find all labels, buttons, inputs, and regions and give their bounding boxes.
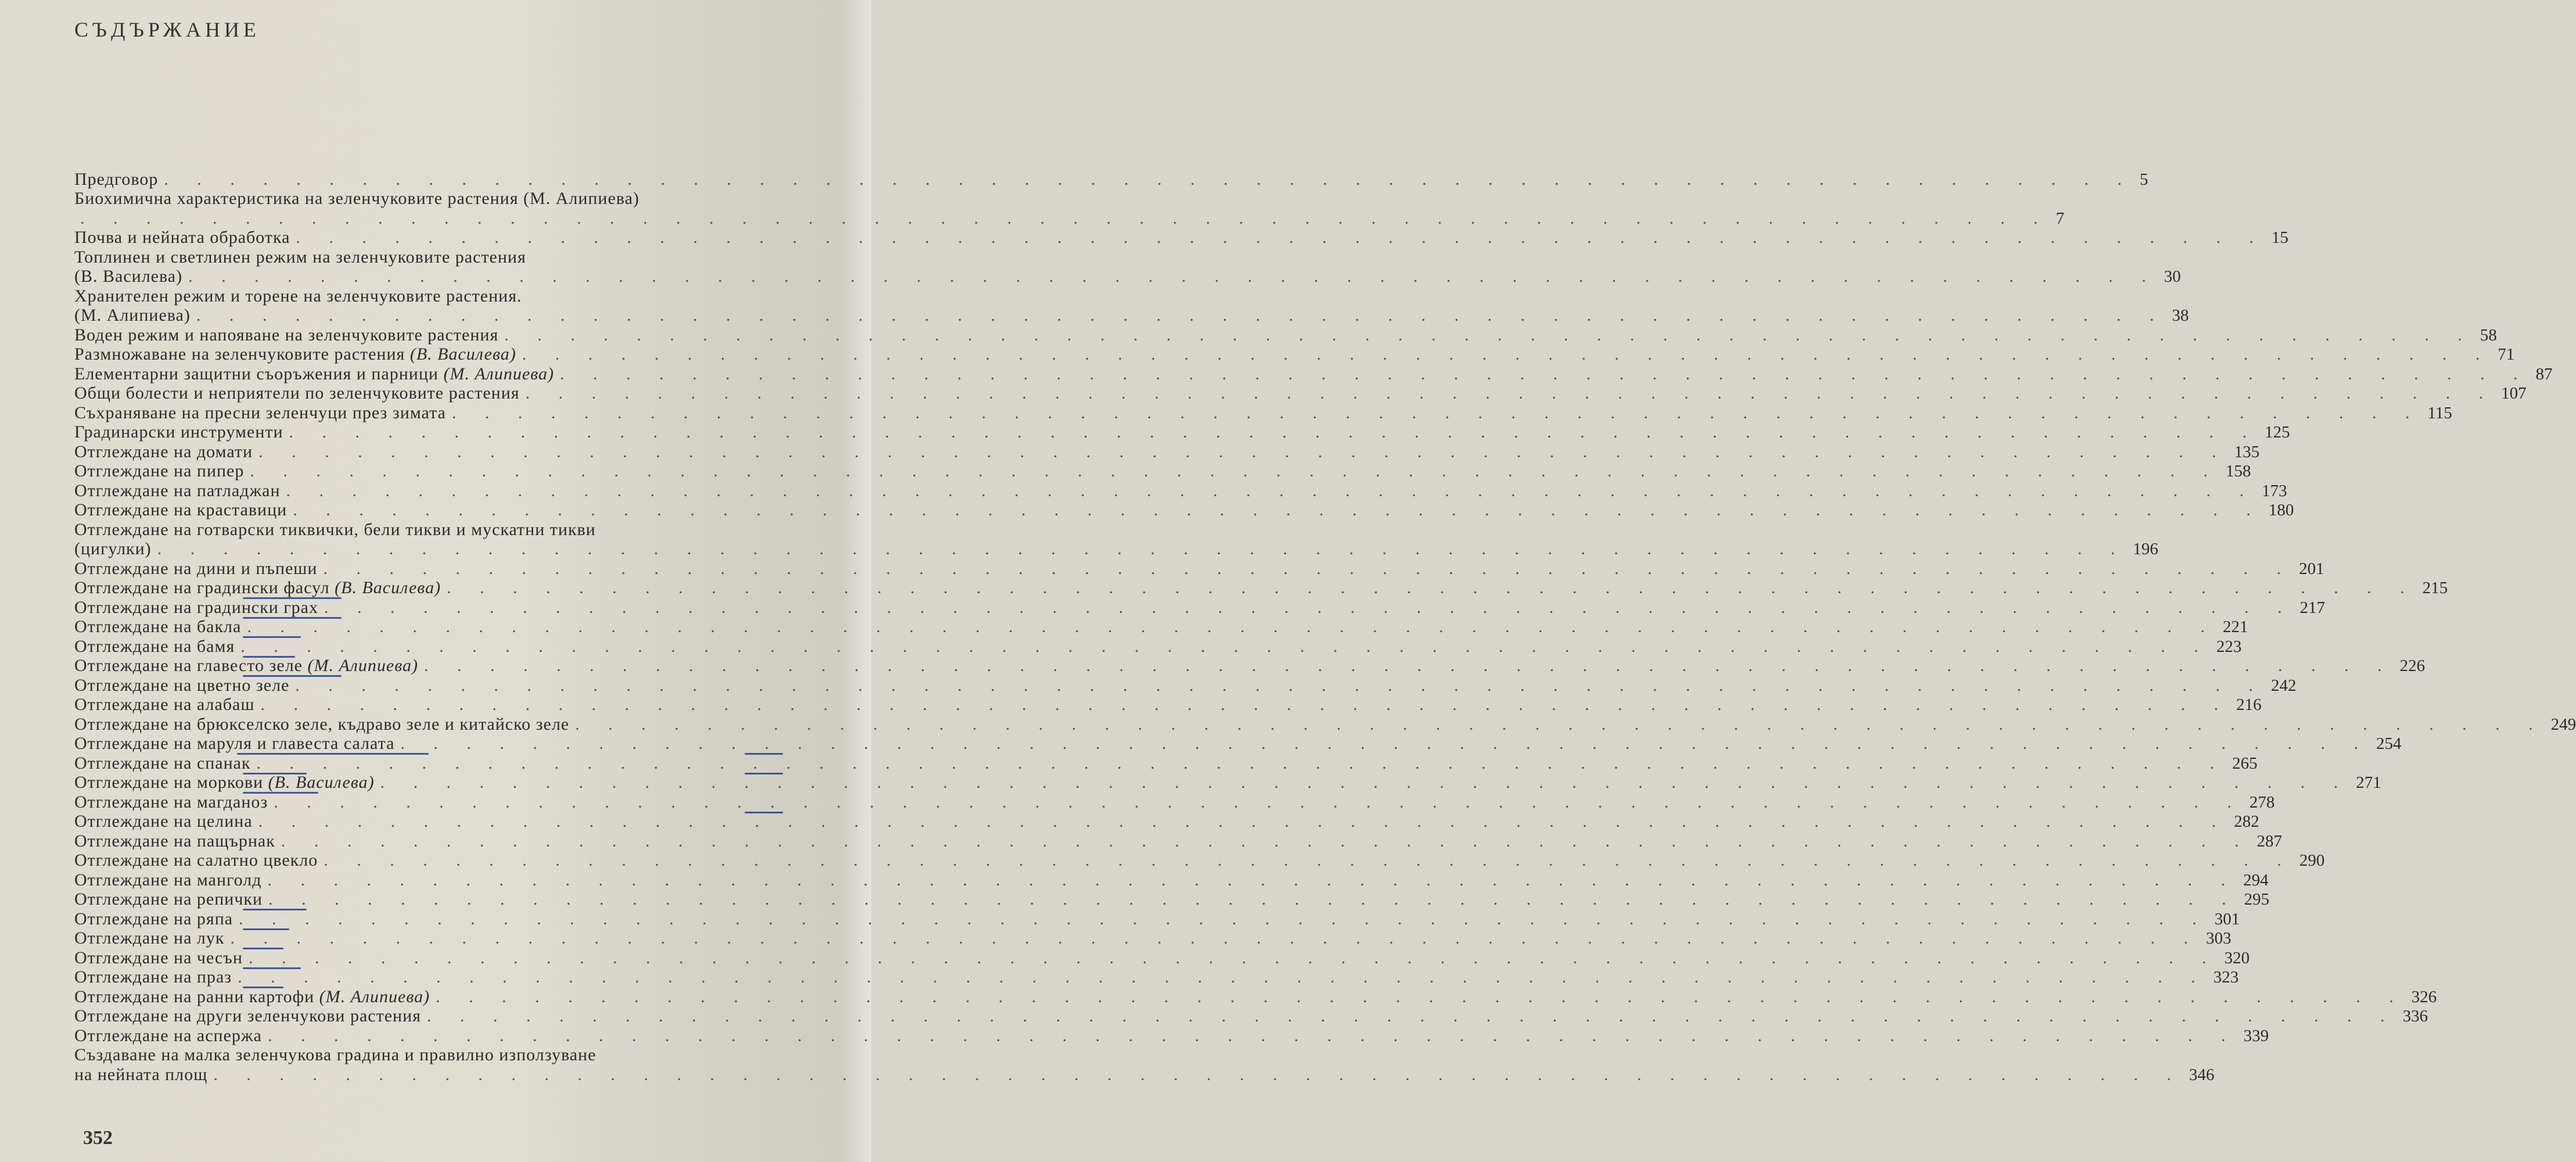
leader-dots: . . . . . . . . . . . . . . . . . . . . . . . . . . . . . . . . . . . . . . . . . . . . . . . . . . . . . . . . . . . . [504, 325, 2474, 345]
toc-entry [74, 345, 2515, 365]
toc-entry-page: 215 [2422, 579, 2448, 597]
toc-entry-page: 326 [2411, 987, 2437, 1006]
toc-entry-page: 303 [2205, 929, 2232, 948]
toc-entry [74, 812, 2259, 832]
leader-dots: . . . . . . . . . . . . . . . . . . . . . . . . . . . . . . . . . . . . . . . . . . . . . . . . . . . . . . . . . . . . [296, 228, 2266, 247]
toc-entry [74, 189, 2064, 228]
toc-entry-page: 249 [2550, 715, 2576, 734]
toc-entry-title: Размножаване на зеленчуковите растения (В. Василева) [74, 345, 516, 364]
leader-dots: . . . . . . . . . . . . . . . . . . . . . . . . . . . . . . . . . . . . . . . . . . . . . . . . . . . . . . . . . . . . [424, 656, 2394, 675]
leader-dots: . . . . . . . . . . . . . . . . . . . . . . . . . . . . . . . . . . . . . . . . . . . . . . . . . . . . . . . . . . . . [426, 1006, 2397, 1025]
toc-entry-author: (М. Алипиева) [303, 656, 419, 675]
leader-dots: . . . . . . . . . . . . . . . . . . . . . . . . . . . . . . . . . . . . . . . . . . . . . . . . . . . . . . . . . . . . [575, 714, 2545, 734]
toc-entry [74, 967, 2239, 988]
toc-entry-title: Отглеждане на аспержа [74, 1025, 262, 1045]
toc-entry [74, 442, 2260, 462]
toc-entry-author: (В. Василева) [263, 773, 375, 792]
toc-entry [74, 422, 2290, 443]
toc-entry [74, 519, 2158, 559]
leader-dots: . . . . . . . . . . . . . . . . . . . . . . . . . . . . . . . . . . . . . . . . . . . . . . . . . . . . . . . . . . . . [258, 812, 2229, 831]
toc-entry-title: Отглеждане на градински грах [74, 597, 318, 617]
toc-entry-title: Отглеждане на целина [74, 812, 253, 831]
toc-entry-author: (М. Алипиева) [438, 364, 554, 383]
toc-entry-page: 295 [2244, 890, 2270, 909]
toc-entry [74, 461, 2251, 482]
leader-dots: . . . . . . . . . . . . . . . . . . . . . . . . . . . . . . . . . . . . . . . . . . . . . . . . . . . . . . . . . . . . [188, 267, 2158, 286]
toc-entry-page: 346 [2189, 1065, 2215, 1084]
leader-dots: . . . . . . . . . . . . . . . . . . . . . . . . . . . . . . . . . . . . . . . . . . . . . . . . . . . . . . . . . . . . [267, 1025, 2238, 1045]
toc-entry-page: 217 [2300, 598, 2325, 617]
leader-dots: . . . . . . . . . . . . . . . . . . . . . . . . . . . . . . . . . . . . . . . . . . . . . . . . . . . . . . . . . . . . [239, 909, 2209, 928]
toc-entry-title: Отглеждане на домати [74, 442, 253, 461]
toc-entry [74, 851, 2325, 871]
leader-dots: . . . . . . . . . . . . . . . . . . . . . . . . . . . . . . . . . . . . . . . . . . . . . . . . . . . . . . . . . . . . [80, 208, 2050, 228]
toc-entry-page: 339 [2243, 1026, 2269, 1045]
toc-entry-title: Отглеждане на брюкселско зеле, къдраво зеле и китайско зеле [74, 714, 570, 734]
toc-entry-title: Отглеждане на главесто зеле (М. Алипиева) [74, 656, 419, 675]
toc-entry [74, 675, 2297, 695]
toc-entry-page: 287 [2257, 831, 2282, 851]
toc-entry-title: Отглеждане на цветно зеле [74, 675, 290, 695]
toc-entry [74, 325, 2497, 345]
toc-entry [74, 403, 2452, 423]
leader-dots: . . . . . . . . . . . . . . . . . . . . . . . . . . . . . . . . . . . . . . . . . . . . . . . . . . . . . . . . . . . . [238, 967, 2208, 987]
toc-entry-title: Топлинен и светлинен режим на зеленчуковите растения [74, 247, 526, 267]
toc-entry-title: Почва и нейната обработка [74, 228, 290, 247]
toc-entry-title: Отглеждане на манголд [74, 870, 262, 890]
toc-entry-title: Отглеждане на алабаш [74, 695, 255, 714]
toc-entry [74, 831, 2282, 851]
toc-entry [74, 792, 2275, 812]
toc-entry-title: Градинарски инструменти [74, 422, 283, 442]
toc-entry-title: Отглеждане на патладжан [74, 480, 281, 500]
toc-entry-author: (В. Василева) [405, 345, 516, 364]
toc-entry-title: Отглеждане на бакла [74, 617, 242, 636]
leader-dots: . . . . . . . . . . . . . . . . . . . . . . . . . . . . . . . . . . . . . . . . . . . . . . . . . . . . . . . . . . . . [256, 753, 2227, 773]
toc-entry-page: 30 [2164, 267, 2181, 286]
toc-entry-page: 135 [2234, 442, 2260, 461]
leader-dots: . . . . . . . . . . . . . . . . . . . . . . . . . . . . . . . . . . . . . . . . . . . . . . . . . . . . . . . . . . . . [230, 928, 2200, 948]
toc-entry [74, 617, 2248, 637]
toc-entry-page: 301 [2214, 909, 2240, 928]
toc-entry [74, 714, 2576, 734]
toc-entry-page: 254 [2376, 734, 2402, 753]
toc-entry-page: 290 [2299, 851, 2325, 870]
toc-entry-page: 58 [2480, 325, 2497, 345]
toc-entry-title: Отглеждане на готварски тиквички, бели тикви и мускатни тикви [74, 519, 596, 539]
toc-entry-page: 115 [2427, 403, 2452, 422]
toc-entry [74, 578, 2448, 598]
toc-entry-title: Отглеждане на лук [74, 928, 225, 948]
toc-entry [74, 597, 2325, 618]
toc-entry-author: (М. Алипиева) [314, 987, 430, 1006]
toc-entry [74, 773, 2381, 793]
toc-entry [74, 909, 2240, 929]
toc-entry-page: 221 [2222, 618, 2248, 636]
leader-dots: . . . . . . . . . . . . . . . . . . . . . . . . . . . . . . . . . . . . . . . . . . . . . . . . . . . . . . . . . . . . [267, 870, 2237, 890]
leader-dots: . . . . . . . . . . . . . . . . . . . . . . . . . . . . . . . . . . . . . . . . . . . . . . . . . . . . . . . . . . . . [522, 345, 2492, 364]
toc-entry [74, 228, 2288, 248]
toc-entry-page: 87 [2535, 364, 2553, 383]
toc-entry-page: 216 [2236, 695, 2262, 714]
leader-dots: . . . . . . . . . . . . . . . . . . . . . . . . . . . . . . . . . . . . . . . . . . . . . . . . . . . . . . . . . . . . [324, 597, 2294, 617]
toc-entry-page: 125 [2265, 423, 2290, 442]
toc-entry-title: Общи болести и неприятели по зеленчуковите растения [74, 383, 520, 403]
toc-entry-page: 242 [2270, 676, 2297, 695]
toc-entry [74, 286, 2189, 325]
toc-entry [74, 656, 2426, 676]
toc-entry-page: 323 [2213, 968, 2239, 987]
toc-entry-title: Биохимична характеристика на зеленчуковите растения (М. Алипиева) [74, 189, 639, 208]
leader-dots: . . . . . . . . . . . . . . . . . . . . . . . . . . . . . . . . . . . . . . . . . . . . . . . . . . . . . . . . . . . . [289, 422, 2259, 442]
leader-dots: . . . . . . . . . . . . . . . . . . . . . . . . . . . . . . . . . . . . . . . . . . . . . . . . . . . . . . . . . . . . [525, 383, 2496, 403]
toc-entry-title: Отглеждане на ряпа [74, 909, 233, 928]
toc-entry [74, 987, 2437, 1007]
toc-entry-title: Хранителен режим и торене на зеленчуковите растения. [74, 286, 522, 306]
toc-entry [74, 890, 2270, 910]
toc-entry [74, 500, 2294, 521]
toc-entry [74, 734, 2402, 754]
toc-entry-title: Отглеждане на чесън [74, 948, 243, 967]
leader-dots: . . . . . . . . . . . . . . . . . . . . . . . . . . . . . . . . . . . . . . . . . . . . . . . . . . . . . . . . . . . . [286, 480, 2256, 500]
toc-entry-page: 223 [2216, 637, 2242, 656]
toc-entry-page: 15 [2271, 228, 2288, 247]
toc-entry-page: 158 [2225, 462, 2251, 480]
toc-entry-page: 173 [2262, 481, 2287, 500]
leader-dots: . . . . . . . . . . . . . . . . . . . . . . . . . . . . . . . . . . . . . . . . . . . . . . . . . . . . . . . . . . . . [436, 987, 2406, 1006]
leader-dots: . . . . . . . . . . . . . . . . . . . . . . . . . . . . . . . . . . . . . . . . . . . . . . . . . . . . . . . . . . . . [451, 403, 2422, 422]
leader-dots: . . . . . . . . . . . . . . . . . . . . . . . . . . . . . . . . . . . . . . . . . . . . . . . . . . . . . . . . . . . . [157, 539, 2128, 558]
toc-entry-page: 7 [2056, 209, 2064, 228]
toc-entry-title: Елементарни защитни съоръжения и парници (М. Алипиева) [74, 364, 554, 383]
leader-dots: . . . . . . . . . . . . . . . . . . . . . . . . . . . . . . . . . . . . . . . . . . . . . . . . . . . . . . . . . . . . [274, 792, 2244, 812]
toc-entry-page: 180 [2268, 501, 2294, 519]
toc-entry-title: Отглеждане на пипер [74, 461, 245, 480]
toc-entry-author: (В. Василева) [329, 578, 441, 597]
toc-entry-title-cont: на нейната площ [74, 1064, 208, 1084]
toc-entry-title: Отглеждане на спанак [74, 753, 251, 773]
toc-entry [74, 1025, 2269, 1046]
table-of-contents [74, 169, 2576, 1085]
toc-entry [74, 928, 2232, 949]
toc-entry-title: Отглеждане на салатно цвекло [74, 851, 318, 870]
toc-entry-title: Отглеждане на бамя [74, 636, 235, 656]
toc-entry [74, 383, 2527, 404]
leader-dots: . . . . . . . . . . . . . . . . . . . . . . . . . . . . . . . . . . . . . . . . . . . . . . . . . . . . . . . . . . . . [295, 675, 2265, 695]
toc-entry-title: Воден режим и напояване на зеленчуковите растения [74, 325, 499, 345]
toc-entry-page: 320 [2224, 948, 2250, 967]
toc-entry-page: 201 [2298, 559, 2324, 578]
page-heading: СЪДЪРЖАНИЕ [74, 18, 260, 41]
leader-dots: . . . . . . . . . . . . . . . . . . . . . . . . . . . . . . . . . . . . . . . . . . . . . . . . . . . . . . . . . . . . [447, 578, 2417, 597]
toc-entry [74, 753, 2258, 773]
toc-entry-title: Отглеждане на моркови (В. Василева) [74, 773, 375, 792]
toc-entry-page: 278 [2249, 792, 2275, 812]
page-number: 352 [83, 1127, 113, 1149]
toc-entry-title: Отглеждане на репички [74, 890, 263, 909]
toc-entry-title: Отглеждане на маруля и главеста салата [74, 734, 395, 753]
toc-entry-page: 294 [2243, 870, 2269, 890]
leader-dots: . . . . . . . . . . . . . . . . . . . . . . . . . . . . . . . . . . . . . . . . . . . . . . . . . . . . . . . . . . . . [323, 558, 2293, 578]
toc-entry-page: 336 [2402, 1007, 2428, 1025]
leader-dots: . . . . . . . . . . . . . . . . . . . . . . . . . . . . . . . . . . . . . . . . . . . . . . . . . . . . . . . . . . . . [260, 695, 2230, 714]
toc-entry [74, 948, 2250, 968]
toc-entry [74, 1045, 2215, 1085]
toc-entry-page: 71 [2498, 345, 2515, 364]
leader-dots: . . . . . . . . . . . . . . . . . . . . . . . . . . . . . . . . . . . . . . . . . . . . . . . . . . . . . . . . . . . . [248, 948, 2219, 967]
leader-dots: . . . . . . . . . . . . . . . . . . . . . . . . . . . . . . . . . . . . . . . . . . . . . . . . . . . . . . . . . . . . [281, 831, 2251, 851]
toc-entry [74, 169, 2149, 189]
toc-entry-page: 226 [2399, 657, 2426, 675]
leader-dots: . . . . . . . . . . . . . . . . . . . . . . . . . . . . . . . . . . . . . . . . . . . . . . . . . . . . . . . . . . . . [213, 1064, 2183, 1084]
toc-entry [74, 1006, 2428, 1027]
toc-entry-title: Отглеждане на краставици [74, 500, 288, 519]
toc-entry-title: Съхраняване на пресни зеленчуци през зимата [74, 403, 446, 422]
toc-entry-title-cont: (М. Алипиева) [74, 306, 191, 325]
leader-dots: . . . . . . . . . . . . . . . . . . . . . . . . . . . . . . . . . . . . . . . . . . . . . . . . . . . . . . . . . . . . [559, 364, 2530, 383]
leader-dots: . . . . . . . . . . . . . . . . . . . . . . . . . . . . . . . . . . . . . . . . . . . . . . . . . . . . . . . . . . . . [247, 617, 2217, 636]
toc-entry [74, 870, 2269, 890]
toc-entry-title: Отглеждане на дини и пъпеши [74, 558, 318, 578]
toc-entry-page: 5 [2139, 170, 2149, 189]
toc-entry-page: 265 [2232, 754, 2258, 773]
leader-dots: . . . . . . . . . . . . . . . . . . . . . . . . . . . . . . . . . . . . . . . . . . . . . . . . . . . . . . . . . . . . [240, 636, 2211, 656]
toc-entry-title: Създаване на малка зеленчукова градина и правилно използуване [74, 1045, 597, 1064]
leader-dots: . . . . . . . . . . . . . . . . . . . . . . . . . . . . . . . . . . . . . . . . . . . . . . . . . . . . . . . . . . . . [196, 306, 2167, 325]
toc-entry-title: Отглеждане на ранни картофи (М. Алипиева) [74, 987, 430, 1006]
toc-entry-title: Отглеждане на праз [74, 967, 232, 987]
leader-dots: . . . . . . . . . . . . . . . . . . . . . . . . . . . . . . . . . . . . . . . . . . . . . . . . . . . . . . . . . . . . [164, 169, 2134, 189]
toc-entry-page: 38 [2172, 306, 2189, 325]
toc-entry [74, 695, 2262, 715]
toc-entry-title: Предговор [74, 169, 159, 189]
toc-entry-title: Отглеждане на други зеленчукови растения [74, 1006, 421, 1025]
toc-entry [74, 636, 2242, 657]
leader-dots: . . . . . . . . . . . . . . . . . . . . . . . . . . . . . . . . . . . . . . . . . . . . . . . . . . . . . . . . . . . . [400, 734, 2370, 753]
toc-entry-title: Отглеждане на пащърнак [74, 831, 275, 851]
leader-dots: . . . . . . . . . . . . . . . . . . . . . . . . . . . . . . . . . . . . . . . . . . . . . . . . . . . . . . . . . . . . [324, 851, 2294, 870]
leader-dots: . . . . . . . . . . . . . . . . . . . . . . . . . . . . . . . . . . . . . . . . . . . . . . . . . . . . . . . . . . . . [293, 500, 2263, 519]
toc-entry [74, 247, 2181, 286]
toc-entry-title: Отглеждане на магданоз [74, 792, 268, 812]
toc-entry-page: 271 [2356, 773, 2381, 792]
toc-entry-title-cont: (цигулки) [74, 539, 152, 558]
toc-entry [74, 364, 2553, 384]
leader-dots: . . . . . . . . . . . . . . . . . . . . . . . . . . . . . . . . . . . . . . . . . . . . . . . . . . . . . . . . . . . . [380, 773, 2351, 792]
toc-entry-page: 282 [2234, 812, 2259, 831]
leader-dots: . . . . . . . . . . . . . . . . . . . . . . . . . . . . . . . . . . . . . . . . . . . . . . . . . . . . . . . . . . . . [250, 461, 2220, 480]
toc-entry-page: 107 [2501, 384, 2527, 403]
leader-dots: . . . . . . . . . . . . . . . . . . . . . . . . . . . . . . . . . . . . . . . . . . . . . . . . . . . . . . . . . . . . [268, 890, 2239, 909]
toc-entry-page: 196 [2133, 540, 2158, 558]
leader-dots: . . . . . . . . . . . . . . . . . . . . . . . . . . . . . . . . . . . . . . . . . . . . . . . . . . . . . . . . . . . . [258, 442, 2229, 461]
toc-entry-title: Отглеждане на градински фасул (В. Василева) [74, 578, 441, 597]
toc-entry [74, 558, 2324, 579]
toc-entry-title-cont: (В. Василева) [74, 267, 183, 286]
toc-entry [74, 480, 2287, 501]
